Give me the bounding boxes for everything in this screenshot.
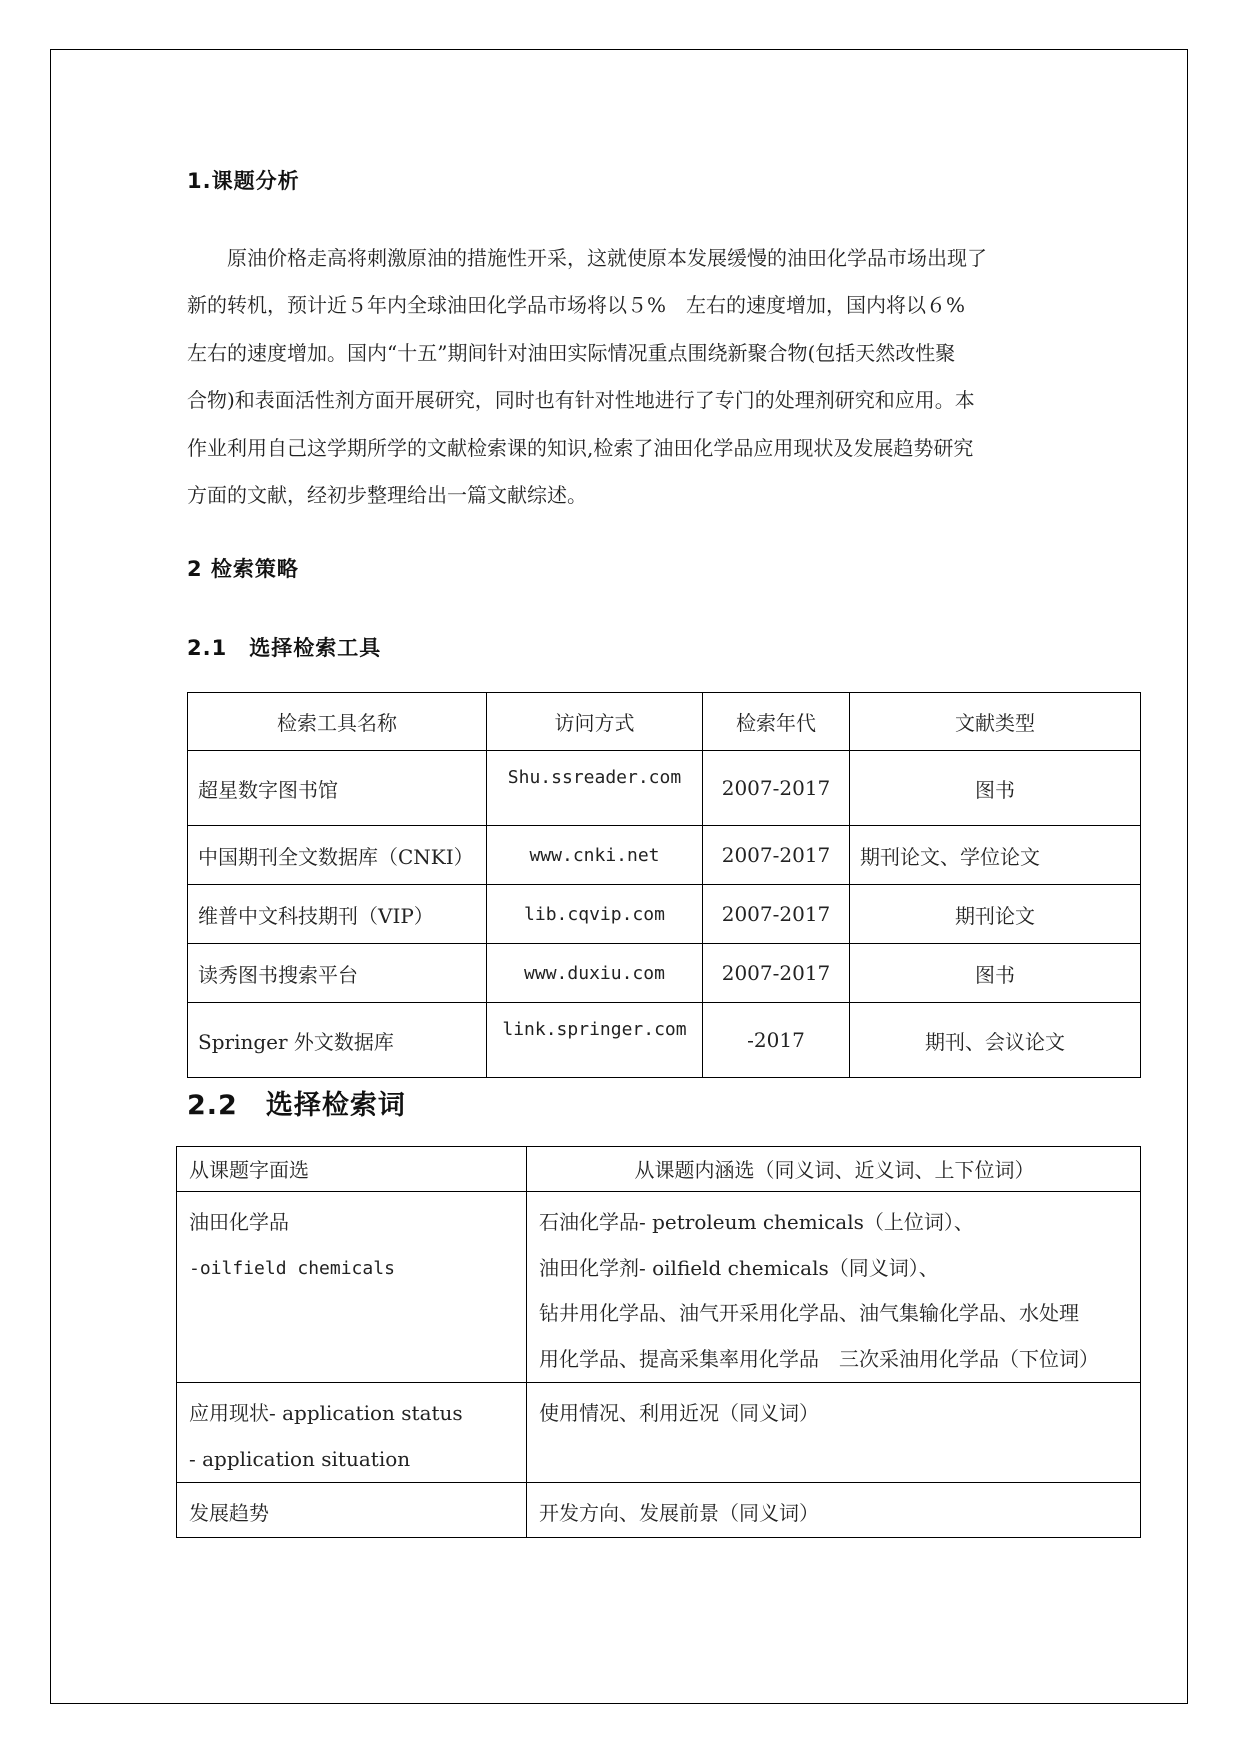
table-row [188,826,1141,885]
literal-term-cell [177,1192,527,1383]
term-line: 应用现状- application status [189,1401,463,1425]
header-cell: 访问方式 [487,693,703,751]
paragraph-line: 左右的速度增加。国内“十五”期间针对油田实际情况重点围绕新聚合物(包括天然改性聚 [187,340,956,365]
table-row [188,885,1141,944]
related-term-cell [527,1383,1141,1483]
years-cell: 2007-2017 [703,885,850,944]
header-cell: 检索年代 [703,693,850,751]
table-row [188,1003,1141,1078]
term-line: 油田化学品 [189,1210,289,1234]
access-cell: www.cnki.net [487,826,703,885]
years-cell: 2007-2017 [703,944,850,1003]
access-cell: link.springer.com [487,1003,703,1078]
term-line: 用化学品、提高采集率用化学品 三次采油用化学品（下位词） [539,1346,1099,1371]
years-cell: 2007-2017 [703,826,850,885]
tool-name-cell: 维普中文科技期刊（VIP） [188,885,487,944]
section-1-paragraph [187,235,1067,519]
doc-type-cell: 期刊论文 [850,885,1141,944]
doc-type-cell: 期刊论文、学位论文 [850,826,1141,885]
table-row [177,1192,1141,1383]
access-cell: www.duxiu.com [487,944,703,1003]
terms-table [176,1146,1141,1538]
paragraph-line: 作业利用自己这学期所学的文献检索课的知识,检索了油田化学品应用现状及发展趋势研究 [187,435,974,460]
term-line: 油田化学剂- oilfield chemicals（同义词）、 [539,1255,939,1280]
doc-type-cell: 期刊、会议论文 [850,1003,1141,1078]
literal-term-cell [177,1483,527,1538]
tools-table [187,692,1141,1078]
doc-type-cell: 图书 [850,751,1141,826]
table-row [177,1383,1141,1483]
header-cell: 文献类型 [850,693,1141,751]
access-cell: lib.cqvip.com [487,885,703,944]
term-line: 发展趋势 [189,1501,269,1525]
header-cell: 从课题内涵选（同义词、近义词、上下位词） [527,1147,1141,1192]
table-header-row [177,1147,1141,1192]
years-cell: -2017 [703,1003,850,1078]
header-cell: 检索工具名称 [188,693,487,751]
related-term-cell [527,1483,1141,1538]
term-line: 石油化学品- petroleum chemicals（上位词）、 [539,1210,974,1234]
section-1-title: 1.课题分析 [187,169,300,193]
paragraph-line: 新的转机，预计近５年内全球油田化学品市场将以５% 左右的速度增加，国内将以６% [187,293,966,318]
section-2-2-title: 2.2 选择检索词 [187,1090,406,1121]
term-line: 使用情况、利用近况（同义词） [539,1401,819,1425]
term-line: 钻井用化学品、油气开采用化学品、油气集输化学品、水处理 [539,1301,1079,1325]
header-cell: 从课题字面选 [177,1147,527,1192]
tool-name-cell: 超星数字图书馆 [188,751,487,826]
paragraph-line: 合物)和表面活性剂方面开展研究，同时也有针对性地进行了专门的处理剂研究和应用。本 [187,388,975,413]
section-2-title: 2 检索策略 [187,557,299,581]
years-cell: 2007-2017 [703,751,850,826]
tool-name-cell: Springer 外文数据库 [188,1003,487,1078]
term-line: -oilfield chemicals [189,1257,395,1279]
section-2-1-title: 2.1 选择检索工具 [187,636,382,660]
tool-name-cell: 读秀图书搜索平台 [188,944,487,1003]
table-row [188,751,1141,826]
table-row [177,1483,1141,1538]
paragraph-line: 方面的文献，经初步整理给出一篇文献综述。 [187,483,587,508]
literal-term-cell [177,1383,527,1483]
term-line: 开发方向、发展前景（同义词） [539,1501,819,1525]
related-term-cell [527,1192,1141,1383]
table-row [188,944,1141,1003]
term-line: - application situation [189,1446,411,1471]
tool-name-cell: 中国期刊全文数据库（CNKI） [188,826,487,885]
doc-type-cell: 图书 [850,944,1141,1003]
table-header-row [188,693,1141,751]
access-cell: Shu.ssreader.com [487,751,703,826]
paragraph-line: 原油价格走高将刺激原油的措施性开采，这就使原本发展缓慢的油田化学品市场出现了 [227,246,987,270]
